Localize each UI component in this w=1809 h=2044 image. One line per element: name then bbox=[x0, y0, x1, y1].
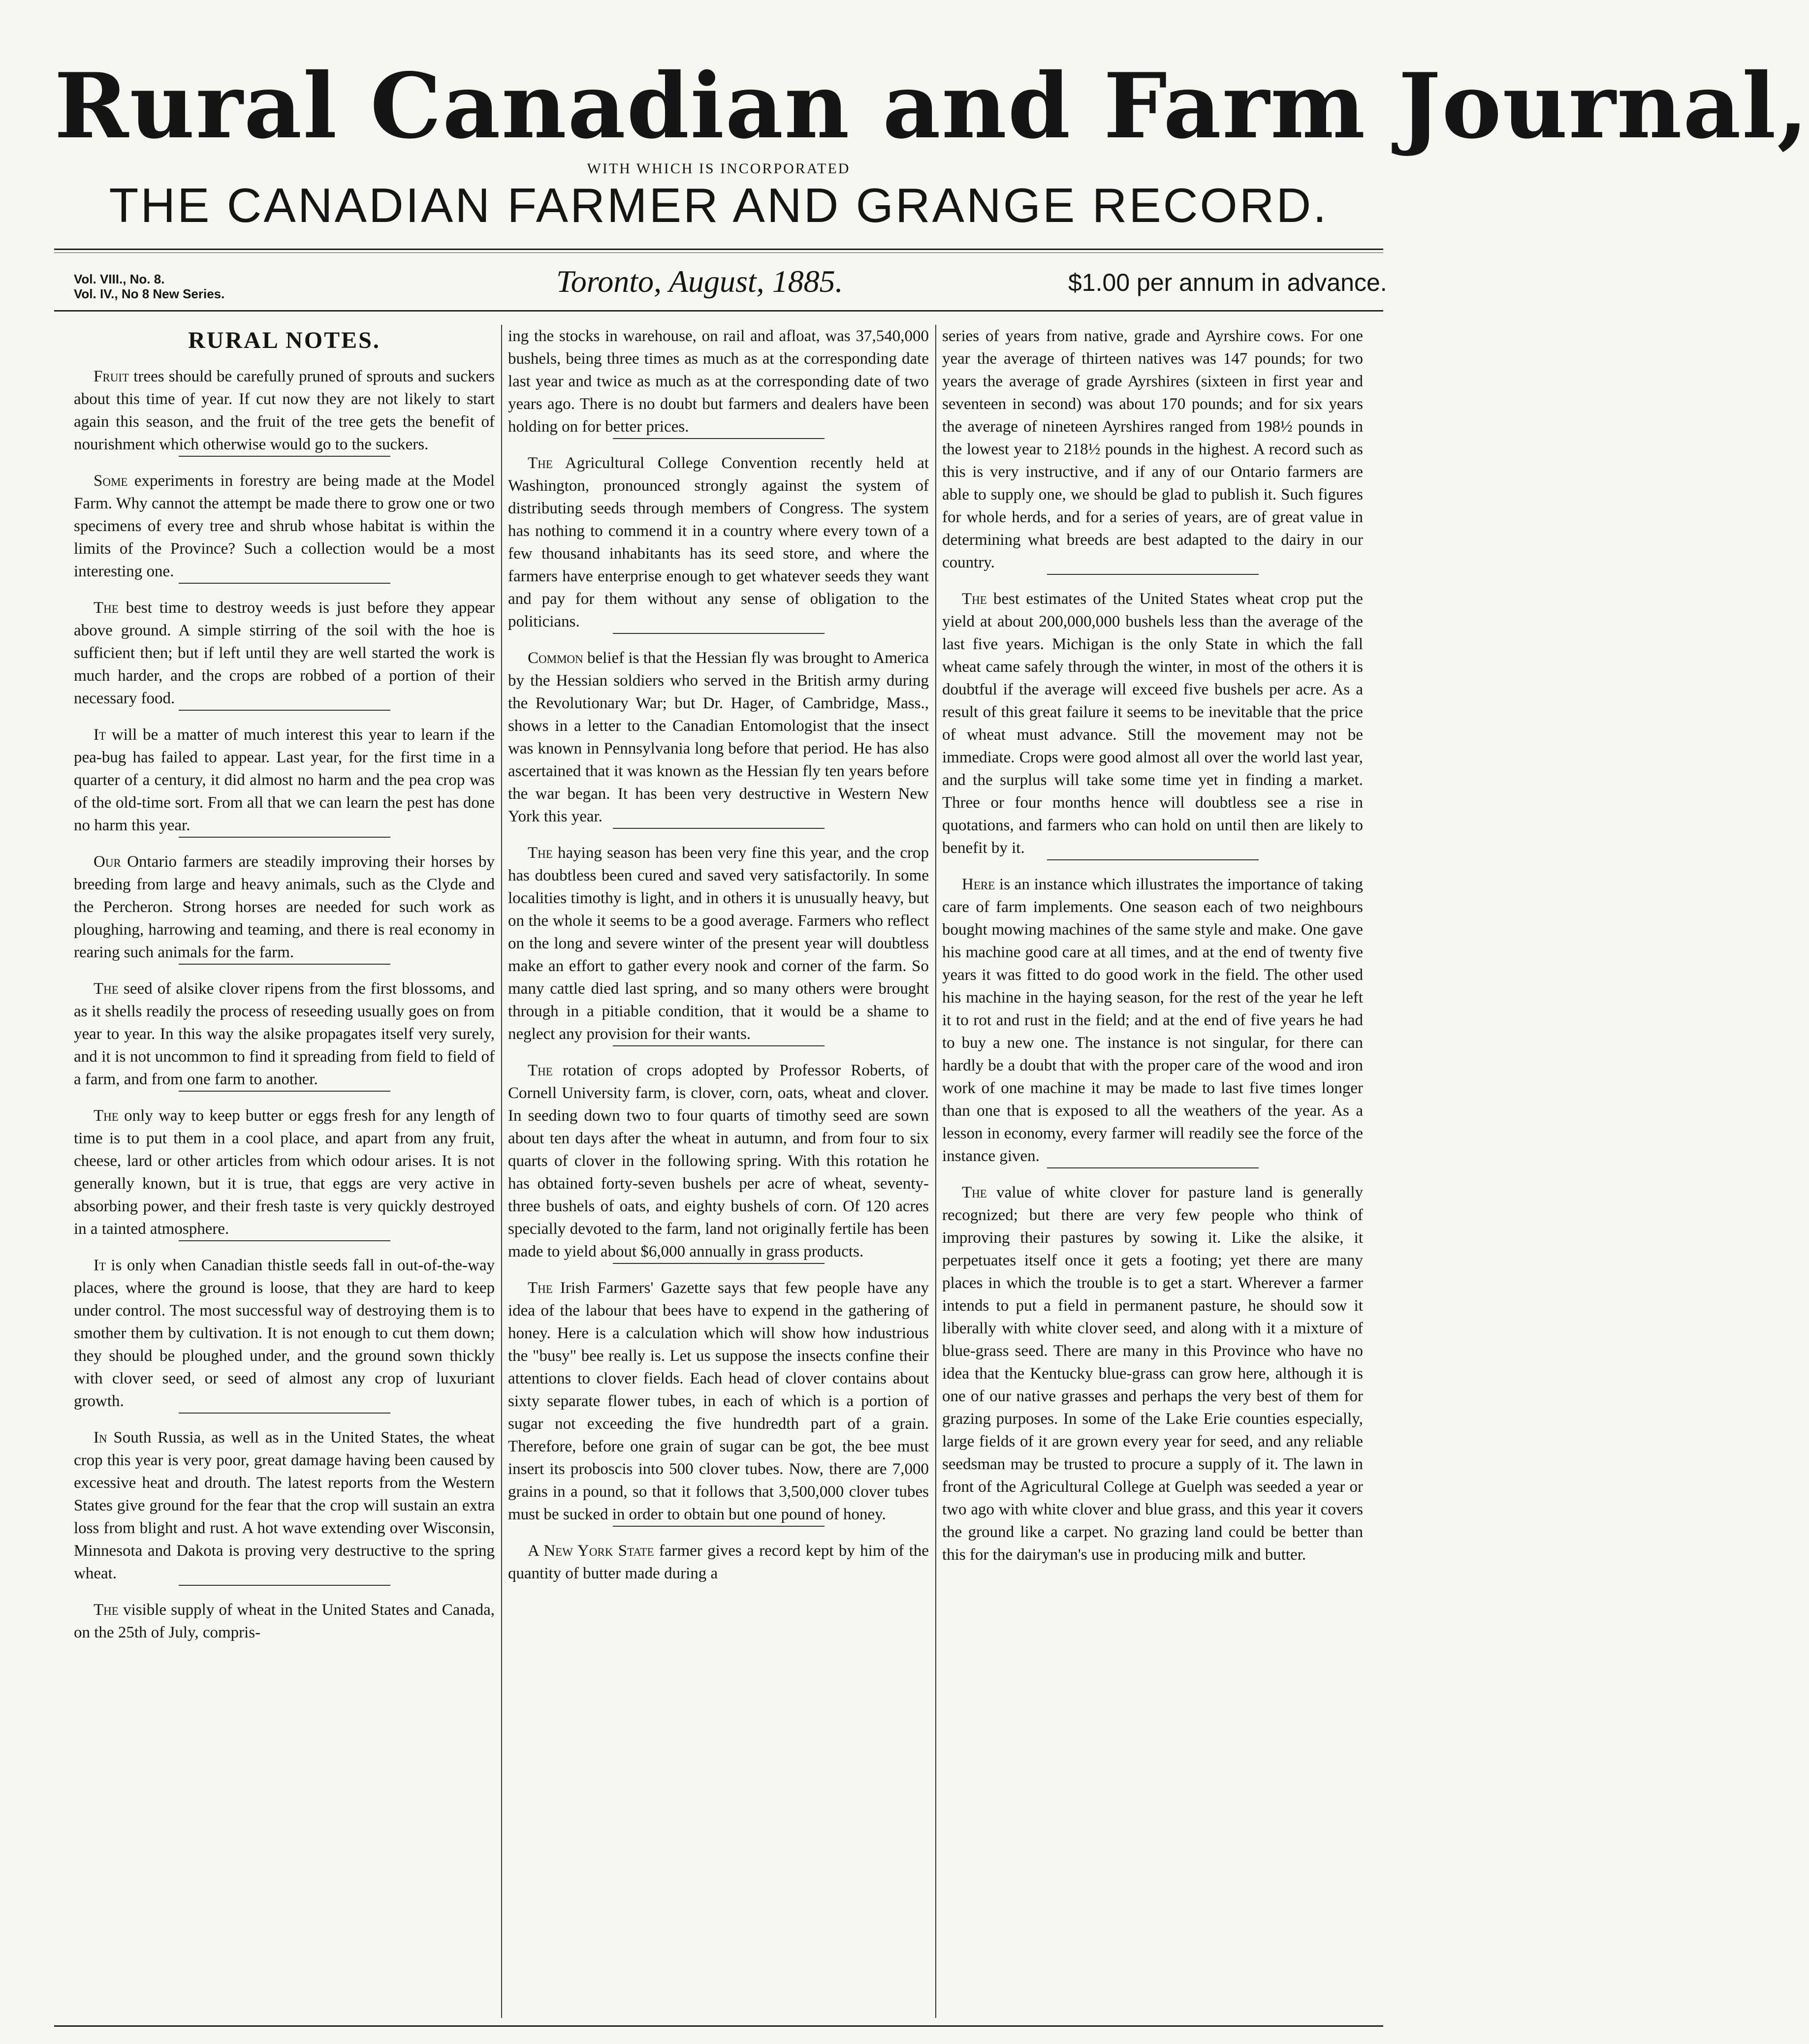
footer-rule bbox=[54, 2025, 1383, 2027]
rural-note bbox=[74, 597, 495, 710]
column-separator bbox=[501, 325, 502, 2018]
dateline: Toronto, August, 1885. bbox=[556, 264, 843, 299]
rural-note bbox=[74, 850, 495, 964]
note-divider bbox=[1047, 574, 1259, 575]
note-lead-word: The bbox=[528, 1062, 553, 1079]
note-lead-word: In bbox=[94, 1429, 107, 1447]
note-lead-word: A New York State bbox=[528, 1542, 654, 1560]
rural-note bbox=[942, 873, 1363, 1167]
note-text: seed of alsike clover ripens from the first blossoms, and as it shells readily the process of reseeding usually goes on from year to year. In this way the alsike propagates itself very surely, and it is not uncommon to find it spreading from field to field of a farm, and from one farm to another. bbox=[74, 980, 495, 1088]
note-text: Irish Farmers' Gazette says that few people have any idea of the labour that bees have to expend in the gathering of honey. Here is a calculation which will show how industrious the "busy" bee really is. Let us suppose the insects confine their attentions to clover fields. Each head of clover contains about sixty separate flower tubes, in each of which is a portion of sugar not exceeding the five hundredth part of a grain. Therefore, before one grain of sugar can be got, the bee must insert its proboscis into 500 clover tubes. Now, there are 7,000 grains in a pound, so that it follows that 3,500,000 clover tubes must be sucked in order to obtain but one pound of honey. bbox=[508, 1279, 929, 1523]
notes-column-1 bbox=[74, 365, 495, 1644]
rural-note bbox=[74, 1104, 495, 1240]
rural-note bbox=[508, 1059, 929, 1263]
rural-note bbox=[942, 1181, 1363, 1566]
note-text: is only when Canadian thistle seeds fall in out-of-the-way places, where the ground is loose, that they are hard to keep under control. The most successful way of destroying them is to smother them by cultivation. It is not enough to cut them down; they should be ploughed under, and the ground sown thickly with clover seed, or seed of almost any crop of luxuriant growth. bbox=[74, 1257, 495, 1410]
note-text: best estimates of the United States wheat crop put the yield at about 200,000,000 bushels less than the average of the last five years. Michigan is the only State in which the fall wheat came safely through the winter, in most of the others it is doubtful if the average will exceed five bushels per acre. As a result of this great failure it seems to be inevitable that the price of wheat must advance. Still the movement may not be immediate. Crops were good almost all over the world last year, and the surplus will take some time yet in finding a market. Three or four months hence will doubtless see a rise in quotations, and farmers who can hold on until then are likely to benefit by it. bbox=[942, 590, 1363, 857]
note-text: trees should be carefully pruned of sprouts and suckers about this time of year. If cut now they are not likely to start again this season, and the fruit of the tree gets the benefit of nourishment which otherwise would go to the suckers. bbox=[74, 368, 495, 453]
masthead-rule-thin bbox=[54, 252, 1383, 253]
note-lead-word: The bbox=[528, 454, 553, 472]
newspaper-title: Rural Canadian and Farm Journal, bbox=[54, 53, 1809, 158]
note-divider bbox=[613, 828, 825, 829]
note-lead-word: The bbox=[94, 1601, 119, 1619]
note-text: is an instance which illustrates the importance of taking care of farm implements. One season each of two neighbours bought mowing machines of the same style and make. One gave his machine good care at all times, and at the end of twenty five years it was fitted to do good work in the field. The other used his machine in the haying season, for the rest of the year he left it to rot and rust in the field; and at the end of five years he had to buy a new one. The instance is not singular, for there can hardly be a doubt that with the proper care of the wood and iron work of one machine it may be made to last five times longer than one that is exposed to all the weathers of the year. As a lesson in economy, every farmer will readily see the force of the instance given. bbox=[942, 876, 1363, 1165]
note-lead-word: Some bbox=[94, 472, 128, 490]
note-divider bbox=[613, 1045, 825, 1046]
note-text: experiments in forestry are being made at the Model Farm. Why cannot the attempt be made there to grow one or two specimens of every tree and shrub whose habitat is within the limits of the Province? Such a collection would be a most interesting one. bbox=[74, 472, 495, 580]
note-divider bbox=[179, 456, 390, 457]
note-divider bbox=[179, 1091, 390, 1092]
note-divider bbox=[613, 1263, 825, 1264]
note-divider bbox=[179, 1240, 390, 1241]
note-text: best time to destroy weeds is just before they appear above ground. A simple stirring of the soil with the hoe is sufficient then; but if left until they are well started the work is much harder, and the crops are robbed of a portion of their necessary food. bbox=[74, 599, 495, 707]
rural-note bbox=[74, 1599, 495, 1644]
subscription-price: $1.00 per annum in advance. bbox=[1068, 269, 1387, 296]
column-2 bbox=[508, 325, 929, 2018]
note-text: Agricultural College Convention recently held at Washington, pronounced strongly against the system of distributing seeds through members of Congress. The system has nothing to commend it in a country where every town of a few thousand inhabitants has its seed store, and where the farmers have enterprise enough to get whatever seeds they want and pay for them without any sense of obligation to the politicians. bbox=[508, 454, 929, 630]
masthead bbox=[54, 53, 1809, 232]
rural-note bbox=[74, 1426, 495, 1585]
newspaper-subtitle: THE CANADIAN FARMER AND GRANGE RECORD. bbox=[109, 178, 1329, 232]
note-text: Ontario farmers are steadily improving their horses by breeding from large and heavy animals, such as the Clyde and the Percheron. Strong horses are needed for such work as ploughing, harrowing and teaming, and there is real economy in rearing such animals for the farm. bbox=[74, 853, 495, 961]
note-text: visible supply of wheat in the United States and Canada, on the 25th of July, compris- bbox=[74, 1601, 495, 1641]
note-lead-word: The bbox=[962, 1184, 987, 1201]
note-divider bbox=[1047, 859, 1259, 860]
volume-info bbox=[74, 272, 224, 301]
rural-note bbox=[74, 1254, 495, 1413]
note-lead-word: Here bbox=[962, 876, 995, 893]
masthead-rule bbox=[54, 249, 1383, 250]
note-text: farmer gives a record kept by him of the quantity of butter made during a bbox=[508, 1542, 929, 1582]
note-divider bbox=[179, 583, 390, 584]
rural-note bbox=[508, 647, 929, 828]
rural-note bbox=[74, 977, 495, 1091]
note-text: ing the stocks in warehouse, on rail and afloat, was 37,540,000 bushels, being three times as much as at the corresponding date last year and twice as much as at the corresponding date of two years ago. There is no doubt but farmers and dealers have been holding on for better prices. bbox=[508, 327, 929, 436]
rural-note bbox=[508, 842, 929, 1045]
note-lead-word: The bbox=[528, 1279, 553, 1297]
section-title: RURAL NOTES. bbox=[188, 327, 381, 353]
note-divider bbox=[613, 633, 825, 634]
header-rule bbox=[54, 310, 1383, 312]
note-text: belief is that the Hessian fly was brought to America by the Hessian soldiers who served in the British army during the Revolutionary War; but Dr. Hager, of Cambridge, Mass., shows in a letter to the Canadian Entomologist that the insect was known in Pennsylvania long before that period. He has also ascertained that it was known as the Hessian fly ten years before the war began. It has been very destructive in Western New York this year. bbox=[508, 649, 929, 825]
note-lead-word: It bbox=[94, 726, 106, 744]
rural-note bbox=[74, 365, 495, 456]
note-divider bbox=[1047, 1167, 1259, 1168]
note-text: only way to keep butter or eggs fresh for any length of time is to put them in a cool place, and apart from any fruit, cheese, lard or other articles from which odour arises. It is not generally known, but it is true, that eggs are very active in absorbing power, and their fresh taste is very quickly destroyed in a tainted atmosphere. bbox=[74, 1107, 495, 1238]
note-lead-word: The bbox=[94, 599, 119, 617]
note-lead-word: The bbox=[962, 590, 987, 608]
note-text: will be a matter of much interest this year to learn if the pea-bug has failed to appear. Last year, for the first time in a quarter of a century, it did almost no harm and the pea crop was of the old-time sort. From all that we can learn the pest has done no harm this year. bbox=[74, 726, 495, 834]
note-lead-word: Common bbox=[528, 649, 583, 667]
column-3 bbox=[942, 325, 1363, 2018]
note-lead-word: The bbox=[528, 844, 553, 862]
note-divider bbox=[613, 438, 825, 439]
rural-note bbox=[942, 325, 1363, 574]
note-lead-word: Our bbox=[94, 853, 121, 871]
note-divider bbox=[179, 1585, 390, 1586]
volume-line-1: Vol. VIII., No. 8. bbox=[74, 272, 165, 286]
note-lead-word: It bbox=[94, 1257, 106, 1274]
rural-note bbox=[74, 723, 495, 837]
note-divider bbox=[179, 1413, 390, 1414]
notes-column-2 bbox=[508, 325, 929, 1585]
note-divider bbox=[179, 837, 390, 838]
note-text: South Russia, as well as in the United States, the wheat crop this year is very poor, great damage having been caused by excessive heat and drouth. The latest reports from the Western States give ground for the fear that the crop will sustain an extra loss from blight and rust. A hot wave extending over Wisconsin, Minnesota and Dakota is proving very destructive to the spring wheat. bbox=[74, 1429, 495, 1582]
note-divider bbox=[613, 1526, 825, 1527]
rural-note bbox=[942, 588, 1363, 859]
rural-note bbox=[508, 1277, 929, 1526]
incorporated-line: WITH WHICH IS INCORPORATED bbox=[587, 160, 851, 177]
note-lead-word: Fruit bbox=[94, 368, 129, 385]
note-divider bbox=[179, 710, 390, 711]
rural-note bbox=[508, 325, 929, 438]
rural-note bbox=[508, 1540, 929, 1585]
column-separator bbox=[935, 325, 936, 2018]
note-lead-word: The bbox=[94, 980, 119, 998]
rural-note bbox=[508, 452, 929, 633]
notes-column-3 bbox=[942, 325, 1363, 1566]
column-1 bbox=[74, 325, 495, 2018]
volume-line-2: Vol. IV., No 8 New Series. bbox=[74, 286, 225, 301]
note-text: series of years from native, grade and Ayrshire cows. For one year the average of thirteen natives was 147 pounds; for two years the average of grade Ayrshires (sixteen in first year and seventeen in second) was about 170 pounds; and for six years the average of nineteen Ayrshires ranged from 198½ pounds in the lowest year to 218½ pounds in the highest. A record such as this is very instructive, and if any of our Ontario farmers are able to supply one, we should be glad to publish it. Such figures for whole herds, and for a series of years, are of great value in determining what breeds are best adapted to the dairy in our country. bbox=[942, 327, 1363, 571]
rural-note bbox=[74, 470, 495, 583]
note-lead-word: The bbox=[94, 1107, 119, 1125]
note-text: haying season has been very fine this year, and the crop has doubtless been cured and saved very satisfactorily. In some localities timothy is light, and in others it is unusually heavy, but on the whole it seems to be a good average. Farmers who reflect on the long and severe winter of the present year will doubtless make an effort to gather every nook and corner of the farm. So many cattle died last spring, and so many others were brought through in a pitiable condition, that it would be a shame to neglect any provision for their wants. bbox=[508, 844, 929, 1043]
note-text: rotation of crops adopted by Professor Roberts, of Cornell University farm, is clover, corn, oats, wheat and clover. In seeding down two to four quarts of timothy seed are sown about ten days after the wheat in autumn, and from four to six quarts of clover in the following spring. With this rotation he has obtained forty-seven bushels per acre of wheat, seventy-three bushels of oats, and eighty bushels of corn. Of 120 acres specially devoted to the farm, land not originally fertile has been made to yield about $6,000 annually in grass products. bbox=[508, 1062, 929, 1260]
note-text: value of white clover for pasture land is generally recognized; but there are very few people who think of improving their pastures by sowing it. Like the alsike, it perpetuates itself once it gets a footing; yet there are many places in which the trouble is to get a start. Wherever a farmer intends to put a field in permanent pasture, he should sow it liberally with white clover seed, and along with it a mixture of blue-grass seed. There are many in this Province who have no idea that the Kentucky blue-grass can grow here, although it is one of our native grasses and perhaps the very best of them for grazing purposes. In some of the Lake Erie counties especially, large fields of it are grown every year for seed, and any reliable seedsman may be trusted to procure a supply of it. The lawn in front of the Agricultural College at Guelph was seeded a year or two ago with white clover and blue grass, and this year it covers the ground like a carpet. No grazing land could be better than this for the dairyman's use in producing milk and butter. bbox=[942, 1184, 1363, 1564]
note-divider bbox=[179, 964, 390, 965]
